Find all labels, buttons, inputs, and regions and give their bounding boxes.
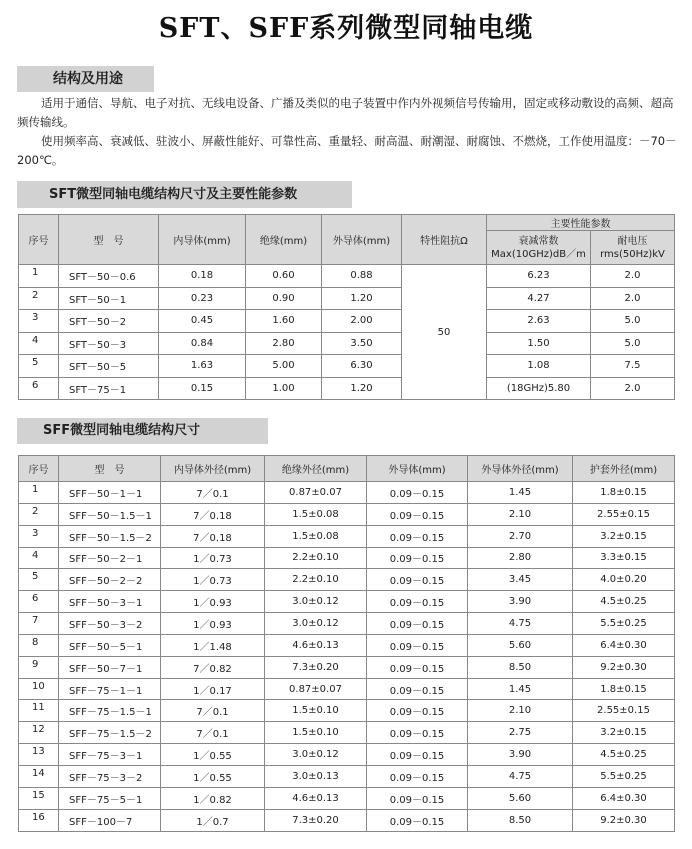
cell-seq: 2 — [19, 503, 59, 525]
header-seq: 序号 — [19, 456, 59, 482]
cell-outer-conductor: 1.20 — [322, 287, 402, 310]
cell-inner-diameter: 7／0.1 — [161, 722, 265, 744]
header-outer-conductor: 外导体(mm) — [322, 215, 402, 265]
cell-voltage: 2.0 — [591, 287, 675, 310]
cell-seq: 3 — [19, 310, 59, 333]
features-text: 使用频率高、衰减低、驻波小、屏蔽性能好、可靠性高、重量轻、耐高温、耐潮湿、耐腐蚀、不燃烧，工作使用温度：－70－200℃。 — [17, 134, 677, 167]
cell-model: SFF－75－5－1 — [59, 787, 161, 809]
cell-voltage: 5.0 — [591, 332, 675, 355]
cell-insulation: 2.80 — [246, 332, 322, 355]
header-inner-conductor: 内导体(mm) — [159, 215, 246, 265]
cell-voltage: 2.0 — [591, 265, 675, 288]
cell-jacket-diameter: 2.55±0.15 — [573, 700, 675, 722]
header-voltage — [591, 231, 675, 265]
cell-inner-diameter: 1／0.82 — [161, 787, 265, 809]
cell-seq: 4 — [19, 332, 59, 355]
cell-seq: 16 — [19, 809, 59, 831]
header-jacket-diameter: 护套外径(mm) — [573, 456, 675, 482]
cell-outer-diameter: 2.75 — [468, 722, 573, 744]
cell-inner-diameter: 1／0.7 — [161, 809, 265, 831]
header-outer-conductor: 外导体(mm) — [367, 456, 468, 482]
cell-inner-diameter: 1／0.93 — [161, 591, 265, 613]
cell-model: SFT－50－3 — [59, 332, 159, 355]
sff-table — [18, 455, 675, 832]
cell-inner-diameter: 7／0.82 — [161, 656, 265, 678]
cell-insulation-diameter: 2.2±0.10 — [265, 569, 367, 591]
table-row — [19, 310, 675, 333]
cell-seq: 10 — [19, 678, 59, 700]
cell-inner-diameter: 1／0.93 — [161, 613, 265, 635]
cell-jacket-diameter: 3.3±0.15 — [573, 547, 675, 569]
cell-seq: 3 — [19, 525, 59, 547]
cell-outer-conductor: 0.88 — [322, 265, 402, 288]
cell-voltage: 7.5 — [591, 355, 675, 378]
cell-jacket-diameter: 6.4±0.30 — [573, 787, 675, 809]
cell-outer-conductor: 6.30 — [322, 355, 402, 378]
cell-insulation-diameter: 1.5±0.10 — [265, 700, 367, 722]
cell-outer-diameter: 8.50 — [468, 809, 573, 831]
cell-seq: 12 — [19, 722, 59, 744]
cell-model: SFF－75－3－2 — [59, 765, 161, 787]
cell-outer-conductor: 0.09－0.15 — [367, 744, 468, 766]
features-paragraph — [17, 132, 677, 170]
section-heading-text: SFT微型同轴电缆结构尺寸及主要性能参数 — [49, 187, 298, 202]
cell-insulation-diameter: 3.0±0.13 — [265, 765, 367, 787]
cell-model: SFF－50－2－1 — [59, 547, 161, 569]
cell-outer-conductor: 0.09－0.15 — [367, 722, 468, 744]
cell-seq: 2 — [19, 287, 59, 310]
cell-attenuation: 6.23 — [487, 265, 591, 288]
header-voltage-label: 耐电压 — [617, 235, 648, 247]
cell-model: SFF－50－1.5－2 — [59, 525, 161, 547]
cell-jacket-diameter: 9.2±0.30 — [573, 656, 675, 678]
table-row — [19, 744, 675, 766]
cell-inner-diameter: 7／0.18 — [161, 525, 265, 547]
cell-inner-diameter: 1／0.55 — [161, 765, 265, 787]
cell-inner-diameter: 7／0.1 — [161, 482, 265, 504]
page-title: SFT、SFF系列微型同轴电缆 — [158, 13, 534, 44]
cell-outer-conductor: 0.09－0.15 — [367, 569, 468, 591]
cell-attenuation: 1.08 — [487, 355, 591, 378]
cell-model: SFT－50－2 — [59, 310, 159, 333]
cell-outer-conductor: 2.00 — [322, 310, 402, 333]
cell-outer-conductor: 1.20 — [322, 377, 402, 400]
cell-outer-diameter: 2.10 — [468, 700, 573, 722]
cell-model: SFF－75－1.5－1 — [59, 700, 161, 722]
cell-jacket-diameter: 5.5±0.25 — [573, 613, 675, 635]
cell-seq: 5 — [19, 355, 59, 378]
cell-outer-conductor: 0.09－0.15 — [367, 503, 468, 525]
cell-insulation-diameter: 4.6±0.13 — [265, 634, 367, 656]
cell-outer-conductor: 0.09－0.15 — [367, 591, 468, 613]
cell-inner-conductor: 1.63 — [159, 355, 246, 378]
table-row — [19, 613, 675, 635]
cell-inner-conductor: 0.45 — [159, 310, 246, 333]
cell-outer-conductor: 0.09－0.15 — [367, 678, 468, 700]
cell-insulation: 1.60 — [246, 310, 322, 333]
cell-model: SFF－50－7－1 — [59, 656, 161, 678]
section-heading-text: SFF微型同轴电缆结构尺寸 — [43, 423, 201, 438]
section-heading-text: 结构及用途 — [53, 71, 123, 87]
cell-outer-diameter: 4.75 — [468, 765, 573, 787]
table-row — [19, 787, 675, 809]
cell-attenuation: 1.50 — [487, 332, 591, 355]
cell-inner-diameter: 1／0.73 — [161, 547, 265, 569]
cell-impedance: 50 — [402, 265, 487, 400]
cell-outer-diameter: 3.90 — [468, 591, 573, 613]
cell-outer-conductor: 3.50 — [322, 332, 402, 355]
cell-voltage: 2.0 — [591, 377, 675, 400]
cell-insulation-diameter: 3.0±0.12 — [265, 613, 367, 635]
cell-outer-diameter: 4.75 — [468, 613, 573, 635]
header-model: 型 号 — [59, 215, 159, 265]
cell-model: SFT－75－1 — [59, 377, 159, 400]
cell-inner-conductor: 0.18 — [159, 265, 246, 288]
table-row — [19, 377, 675, 400]
cell-jacket-diameter: 1.8±0.15 — [573, 482, 675, 504]
section-heading-sft — [17, 181, 352, 208]
header-attenuation-unit: Max(10GHz)dB／m — [491, 248, 586, 260]
header-seq: 序号 — [19, 215, 59, 265]
table-row — [19, 700, 675, 722]
cell-jacket-diameter: 3.2±0.15 — [573, 722, 675, 744]
cell-outer-conductor: 0.09－0.15 — [367, 547, 468, 569]
cell-inner-diameter: 1／0.73 — [161, 569, 265, 591]
cell-seq: 1 — [19, 482, 59, 504]
cell-attenuation: 4.27 — [487, 287, 591, 310]
cell-seq: 14 — [19, 765, 59, 787]
table-row — [19, 591, 675, 613]
cell-insulation-diameter: 2.2±0.10 — [265, 547, 367, 569]
table-row — [19, 287, 675, 310]
cell-model: SFF－75－1－1 — [59, 678, 161, 700]
cell-insulation: 0.90 — [246, 287, 322, 310]
cell-model: SFF－50－5－1 — [59, 634, 161, 656]
usage-paragraph — [17, 94, 677, 132]
header-insulation-diameter: 绝缘外径(mm) — [265, 456, 367, 482]
cell-jacket-diameter: 1.8±0.15 — [573, 678, 675, 700]
table-row — [19, 525, 675, 547]
cell-outer-conductor: 0.09－0.15 — [367, 525, 468, 547]
table-row — [19, 482, 675, 504]
cell-outer-diameter: 5.60 — [468, 787, 573, 809]
cell-inner-diameter: 7／0.1 — [161, 700, 265, 722]
header-attenuation-label: 衰减常数 — [518, 235, 559, 247]
cell-model: SFF－75－3－1 — [59, 744, 161, 766]
table-row — [19, 722, 675, 744]
cell-outer-conductor: 0.09－0.15 — [367, 656, 468, 678]
cell-insulation-diameter: 3.0±0.12 — [265, 744, 367, 766]
cell-insulation-diameter: 0.87±0.07 — [265, 678, 367, 700]
cell-inner-conductor: 0.23 — [159, 287, 246, 310]
cell-insulation-diameter: 7.3±0.20 — [265, 809, 367, 831]
cell-inner-diameter: 1／1.48 — [161, 634, 265, 656]
cell-jacket-diameter: 5.5±0.25 — [573, 765, 675, 787]
cell-model: SFF－50－3－1 — [59, 591, 161, 613]
cell-inner-diameter: 1／0.55 — [161, 744, 265, 766]
cell-voltage: 5.0 — [591, 310, 675, 333]
cell-outer-conductor: 0.09－0.15 — [367, 613, 468, 635]
cell-jacket-diameter: 2.55±0.15 — [573, 503, 675, 525]
table-row — [19, 656, 675, 678]
cell-seq: 1 — [19, 265, 59, 288]
cell-seq: 5 — [19, 569, 59, 591]
cell-outer-conductor: 0.09－0.15 — [367, 700, 468, 722]
cell-outer-diameter: 2.70 — [468, 525, 573, 547]
table-row — [19, 547, 675, 569]
cell-insulation: 5.00 — [246, 355, 322, 378]
cell-inner-conductor: 0.15 — [159, 377, 246, 400]
table-row — [19, 678, 675, 700]
sft-table — [18, 214, 675, 400]
cell-seq: 9 — [19, 656, 59, 678]
cell-outer-conductor: 0.09－0.15 — [367, 482, 468, 504]
section-heading-structure-usage — [17, 66, 154, 92]
cell-insulation-diameter: 1.5±0.10 — [265, 722, 367, 744]
cell-model: SFT－50－0.6 — [59, 265, 159, 288]
cell-model: SFF－50－1－1 — [59, 482, 161, 504]
cell-attenuation: (18GHz)5.80 — [487, 377, 591, 400]
cell-outer-diameter: 2.80 — [468, 547, 573, 569]
table-row — [19, 809, 675, 831]
cell-insulation-diameter: 1.5±0.08 — [265, 525, 367, 547]
table-row — [19, 765, 675, 787]
cell-seq: 8 — [19, 634, 59, 656]
cell-insulation-diameter: 4.6±0.13 — [265, 787, 367, 809]
cell-seq: 4 — [19, 547, 59, 569]
cell-seq: 11 — [19, 700, 59, 722]
cell-jacket-diameter: 9.2±0.30 — [573, 809, 675, 831]
header-outer-diameter: 外导体外径(mm) — [468, 456, 573, 482]
cell-outer-diameter: 3.45 — [468, 569, 573, 591]
cell-seq: 15 — [19, 787, 59, 809]
cell-model: SFF－50－1.5－1 — [59, 503, 161, 525]
cell-insulation-diameter: 0.87±0.07 — [265, 482, 367, 504]
cell-seq: 13 — [19, 744, 59, 766]
table-row — [19, 634, 675, 656]
cell-insulation-diameter: 3.0±0.12 — [265, 591, 367, 613]
header-voltage-unit: rms(50Hz)kV — [600, 248, 665, 260]
table-row — [19, 355, 675, 378]
cell-outer-diameter: 8.50 — [468, 656, 573, 678]
cell-jacket-diameter: 4.5±0.25 — [573, 744, 675, 766]
cell-model: SFF－75－1.5－2 — [59, 722, 161, 744]
cell-seq: 6 — [19, 377, 59, 400]
header-model: 型 号 — [59, 456, 161, 482]
cell-attenuation: 2.63 — [487, 310, 591, 333]
cell-outer-diameter: 3.90 — [468, 744, 573, 766]
cell-inner-diameter: 1／0.17 — [161, 678, 265, 700]
cell-seq: 6 — [19, 591, 59, 613]
cell-jacket-diameter: 3.2±0.15 — [573, 525, 675, 547]
cell-outer-conductor: 0.09－0.15 — [367, 634, 468, 656]
table-row — [19, 569, 675, 591]
cell-jacket-diameter: 6.4±0.30 — [573, 634, 675, 656]
cell-model: SFT－50－1 — [59, 287, 159, 310]
table-row — [19, 503, 675, 525]
cell-outer-conductor: 0.09－0.15 — [367, 765, 468, 787]
cell-insulation: 0.60 — [246, 265, 322, 288]
cell-outer-diameter: 5.60 — [468, 634, 573, 656]
section-heading-sff — [17, 418, 268, 444]
cell-seq: 7 — [19, 613, 59, 635]
cell-outer-conductor: 0.09－0.15 — [367, 809, 468, 831]
cell-inner-diameter: 7／0.18 — [161, 503, 265, 525]
table-row — [19, 265, 675, 288]
cell-model: SFF－100－7 — [59, 809, 161, 831]
cell-insulation-diameter: 7.3±0.20 — [265, 656, 367, 678]
cell-outer-diameter: 1.45 — [468, 482, 573, 504]
table-row — [19, 332, 675, 355]
cell-inner-conductor: 0.84 — [159, 332, 246, 355]
usage-text: 适用于通信、导航、电子对抗、无线电设备、广播及类似的电子装置中作内外视频信号传输用，固定或移动敷设的高频、超高频传输线。 — [17, 96, 674, 129]
cell-outer-diameter: 2.10 — [468, 503, 573, 525]
header-insulation: 绝缘(mm) — [246, 215, 322, 265]
cell-jacket-diameter: 4.5±0.25 — [573, 591, 675, 613]
header-impedance: 特性阻抗Ω — [402, 215, 487, 265]
cell-outer-diameter: 1.45 — [468, 678, 573, 700]
cell-model: SFT－50－5 — [59, 355, 159, 378]
cell-insulation: 1.00 — [246, 377, 322, 400]
header-main-performance: 主要性能参数 — [487, 215, 675, 231]
cell-outer-conductor: 0.09－0.15 — [367, 787, 468, 809]
header-attenuation — [487, 231, 591, 265]
cell-model: SFF－50－3－2 — [59, 613, 161, 635]
header-inner-diameter: 内导体外径(mm) — [161, 456, 265, 482]
cell-insulation-diameter: 1.5±0.08 — [265, 503, 367, 525]
cell-model: SFF－50－2－2 — [59, 569, 161, 591]
cell-jacket-diameter: 4.0±0.20 — [573, 569, 675, 591]
